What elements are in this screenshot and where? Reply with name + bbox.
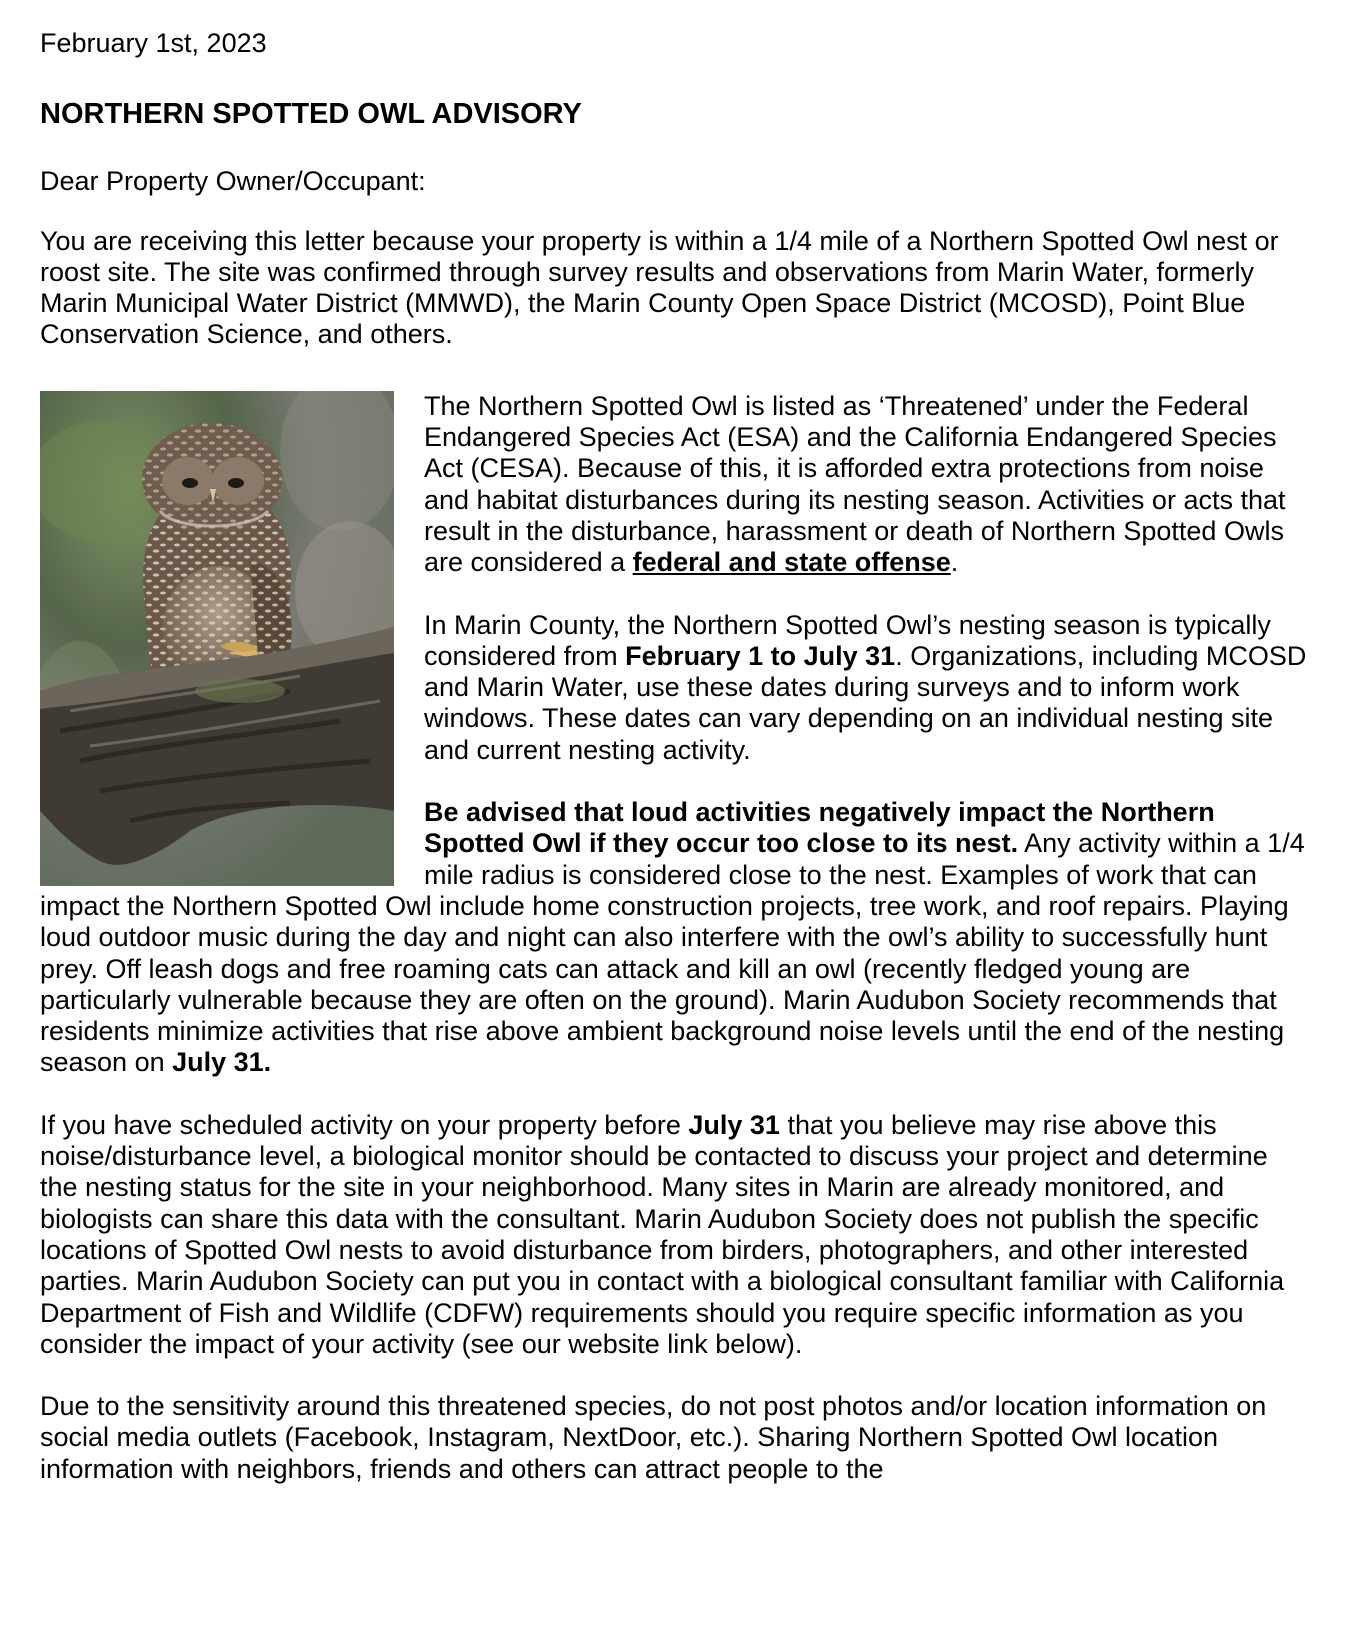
activity-date: July 31 bbox=[688, 1109, 780, 1140]
status-end: . bbox=[950, 547, 959, 578]
intro-paragraph: You are receiving this letter because your property is within a 1/4 mile of a Northern Spotted Owl nest or roost site. The site was confirmed through survey results and observations from Marin Water, formerly Marin Municipal Water District (MMWD), the Marin County Open Space District (MCOSD), Point Blue Conservation Science, and others. bbox=[40, 225, 1279, 350]
greeting: Dear Property Owner/Occupant: bbox=[40, 166, 426, 197]
advisory-end-date: July 31. bbox=[172, 1047, 272, 1078]
activity-text-before: If you have scheduled activity on your property before bbox=[40, 1109, 689, 1140]
nesting-text-before: In Marin County, the Northern Spotted Owl’s nesting season is typically considered from bbox=[424, 609, 1271, 671]
spotted-owl-photo bbox=[40, 391, 394, 886]
scheduled-activity-paragraph bbox=[40, 1110, 1310, 1360]
letter-date: February 1st, 2023 bbox=[40, 28, 267, 58]
activity-text-after: that you believe may rise above this noise/disturbance level, a biological monitor should be contacted to discuss your project and determine the nesting status for the site in your neighborhood. Many sites in Marin are already monitored, and biologists can share this data with the consultant. Marin Audubon Society does not publish the specific locations of Spotted Owl nests to avoid disturbance from birders, photographers, and other interested parties. Marin Audubon Society can put you in contact with a biological consultant familiar with California Department of Fish and Wildlife (CDFW) requirements should you require specific information as you consider the impact of your activity (see our website link below). bbox=[40, 1109, 1285, 1359]
letter-title: NORTHERN SPOTTED OWL ADVISORY bbox=[40, 98, 582, 131]
social-media-paragraph: Due to the sensitivity around this threatened species, do not post photos and/or location information on social media outlets (Facebook, Instagram, NextDoor, etc.). Sharing Northern Spotted Owl location information with neighbors, friends and others can attract people to the bbox=[40, 1391, 1267, 1484]
federal-offense-emphasis: federal and state offense bbox=[632, 547, 951, 578]
owl-illustration bbox=[40, 391, 394, 886]
advisory-warning: Be advised that loud activities negatively impact the Northern Spotted Owl if they occur too close to its nest. bbox=[424, 797, 1215, 859]
letter-body bbox=[40, 28, 1310, 1516]
nesting-text-after: . Organizations, including MCOSD and Marin Water, use these dates during surveys and to inform work windows. These dates can vary depending on an individual nesting site and current nesting activity. bbox=[424, 640, 1307, 765]
advisory-text: Any activity within a 1/4 mile radius is considered close to the nest. Examples of work that can impact the Northern Spotted Owl include home construction projects, tree work, and roof repairs. Playing loud outdoor music during the day and night can also interfere with the owl’s ability to successfully hunt prey. Off leash dogs and free roaming cats can attack and kill an owl (recently fledged young are particularly vulnerable because they are often on the ground). Marin Audubon Society recommends that residents minimize activities that rise above ambient background noise levels until the end of the nesting season on bbox=[40, 828, 1305, 1078]
status-text: The Northern Spotted Owl is listed as ‘Threatened’ under the Federal Endangered Species Act (ESA) and the California Endangered Species Act (CESA). Because of this, it is afforded extra protections from noise and habitat disturbances during its nesting season. Activities or acts that result in the disturbance, harassment or death of Northern Spotted Owls are considered a bbox=[424, 390, 1286, 578]
nesting-dates: February 1 to July 31 bbox=[625, 640, 896, 671]
